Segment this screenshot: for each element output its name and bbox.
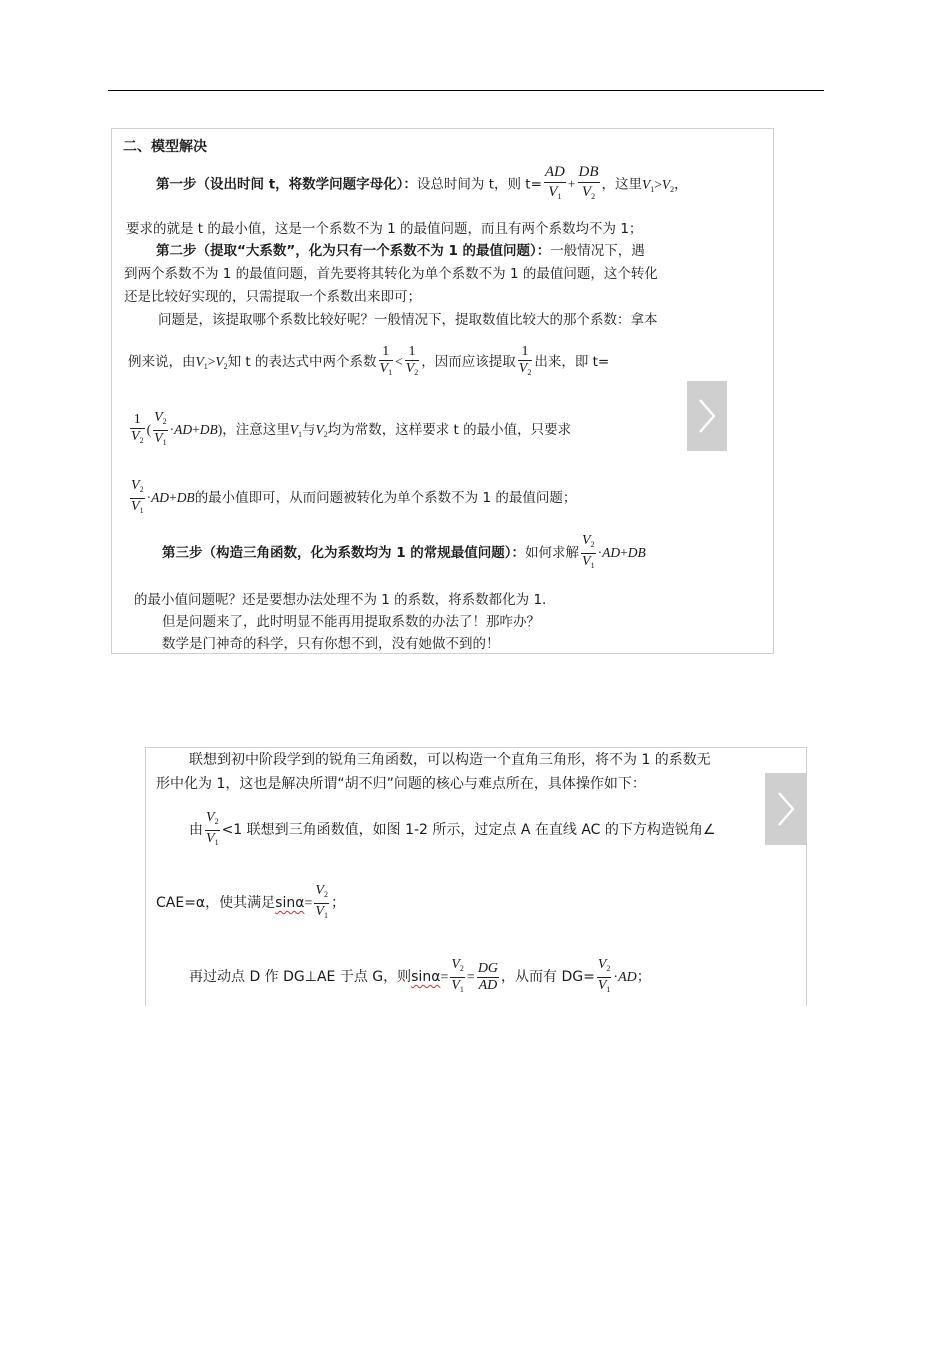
fraction-1-over-v1: $\frac{1}{V_1}$ — [379, 343, 393, 377]
step1-continuation: 要求的就是 t 的最小值，这是一个系数不为 1 的最值问题，而且有两个系数均不为 1； — [126, 221, 643, 237]
chevron-right-icon — [775, 789, 797, 829]
fraction-1-over-v2-prefix: $\frac{1}{V_2}$ — [131, 411, 144, 445]
step1-line: 第一步（设出时间 t，将数学问题字母化）：设总时间为 t，则 t= $\frac{AD}{V_1}$ + $\frac{DB}{V_2}$ ，这里$V_1>V_2$， — [156, 163, 688, 211]
fraction-1-over-v2: $\frac{1}{V_2}$ — [405, 343, 419, 377]
fraction-v2-over-v1-c: $\frac{V_2}{V_1}$ — [582, 532, 595, 570]
fraction-v2-over-v1-f: $\frac{V_2}{V_1}$ — [451, 956, 464, 994]
construction-panel — [145, 747, 807, 1006]
p2-line-2: 形中化为 1，这也是解决所谓“胡不归”问题的核心与难点所在，具体操作如下： — [156, 776, 646, 792]
section-heading: 二、模型解决 — [123, 139, 207, 155]
step1-text: 设总时间为 t，则 t= — [416, 176, 542, 193]
fraction-v2-over-v1-b: $\frac{V_2}{V_1}$ — [131, 477, 144, 515]
next-slide-button-2[interactable] — [765, 773, 806, 845]
p2-line-3: 由 $\frac{V_2}{V_1}$ <1 联想到三角函数值，如图 1-2 所示，过定点 A 在直线 AC 的下方构造锐角∠ — [189, 808, 715, 852]
fraction-v2-over-v1-g: $\frac{V_2}{V_1}$ — [597, 956, 611, 994]
fraction-v2-over-v1-e: $\frac{V_2}{V_1}$ — [315, 882, 328, 920]
v1-gt-v2: $V_1>V_2$ — [642, 176, 675, 194]
chevron-right-icon — [696, 396, 718, 436]
step3-text-2: 的最小值问题呢？还是要想办法处理不为 1 的系数，将系数都化为 1. — [134, 592, 547, 608]
p2-line-5: 再过动点 D 作 DG⊥AE 于点 G，则sinα= $\frac{V_2}{V_1}$ = $\frac{DG}{AD}$ ，从而有 DG= $\frac{V_2}{V_1}$ ·AD； — [189, 955, 651, 1000]
next-slide-button[interactable] — [687, 381, 727, 451]
v1-gt-v2-inline: $V_1>V_2$ — [195, 354, 228, 371]
step3-text-4: 数学是门神奇的科学，只有你想不到，没有她做不到的！ — [162, 636, 500, 652]
fraction-dg-over-ad: $\frac{DG}{AD}$ — [477, 960, 499, 993]
model-solution-panel — [111, 128, 774, 654]
step2-label: 第二步（提取“大系数”，化为只有一个系数不为 1 的最值问题）： — [156, 243, 551, 259]
p2-line-4: CAE=α，使其满足sinα= $\frac{V_2}{V_1}$ ； — [156, 881, 345, 926]
step2-text-3: 还是比较好实现的，只需提取一个系数出来即可； — [124, 289, 421, 305]
step2-text-5: 例来说，由$V_1>V_2$知 t 的表达式中两个系数 $\frac{1}{V_1}$ < $\frac{1}{V_2}$ ，因而应该提取 $\frac{1}{V_2}$ 出来，即 t= — [128, 341, 609, 388]
step1-label: 第一步（设出时间 t，将数学问题字母化）： — [156, 176, 417, 193]
fraction-v2-over-v1-d: $\frac{V_2}{V_1}$ — [206, 809, 219, 847]
step2-line: 第二步（提取“大系数”，化为只有一个系数不为 1 的最值问题）：一般情况下，遇 — [156, 243, 645, 259]
fraction-1-over-v2-extract: $\frac{1}{V_2}$ — [518, 343, 532, 377]
step3-line: 第三步（构造三角函数，化为系数均为 1 的常规最值问题）：如何求解 $\frac{V_2}{V_1}$ ·AD+DB — [162, 532, 646, 574]
header-rule — [108, 90, 824, 91]
fraction-ad-over-v1: $\frac{AD}{V_1}$ — [544, 164, 565, 201]
p2-line-1: 联想到初中阶段学到的锐角三角函数，可以构造一个直角三角形，将不为 1 的系数无 — [189, 752, 711, 768]
step2-text-2: 到两个系数不为 1 的最值问题，首先要将其转化为单个系数不为 1 的最值问题，这个转化 — [124, 266, 658, 282]
fraction-db-over-v2: $\frac{DB}{V_2}$ — [578, 164, 599, 201]
step2-text-4: 问题是，该提取哪个系数比较好呢？一般情况下，提取数值比较大的那个系数：拿本 — [158, 312, 658, 328]
step3-label: 第三步（构造三角函数，化为系数均为 1 的常规最值问题）： — [162, 545, 526, 561]
step2-text-6: $\frac{1}{V_2}$ ( $\frac{V_2}{V_1}$ ·AD+DB)，注意这里$V_1$与$V_2$均为常数，这样要求 t 的最小值，只要求 — [128, 409, 571, 456]
step3-text-3: 但是问题来了，此时明显不能再用提取系数的办法了！那咋办？ — [162, 614, 540, 630]
fraction-v2-over-v1: $\frac{V_2}{V_1}$ — [154, 409, 167, 447]
step2-text-7: $\frac{V_2}{V_1}$ ·AD+DB的最小值即可，从而问题被转化为单个系数不为 1 的最值问题； — [128, 477, 576, 519]
